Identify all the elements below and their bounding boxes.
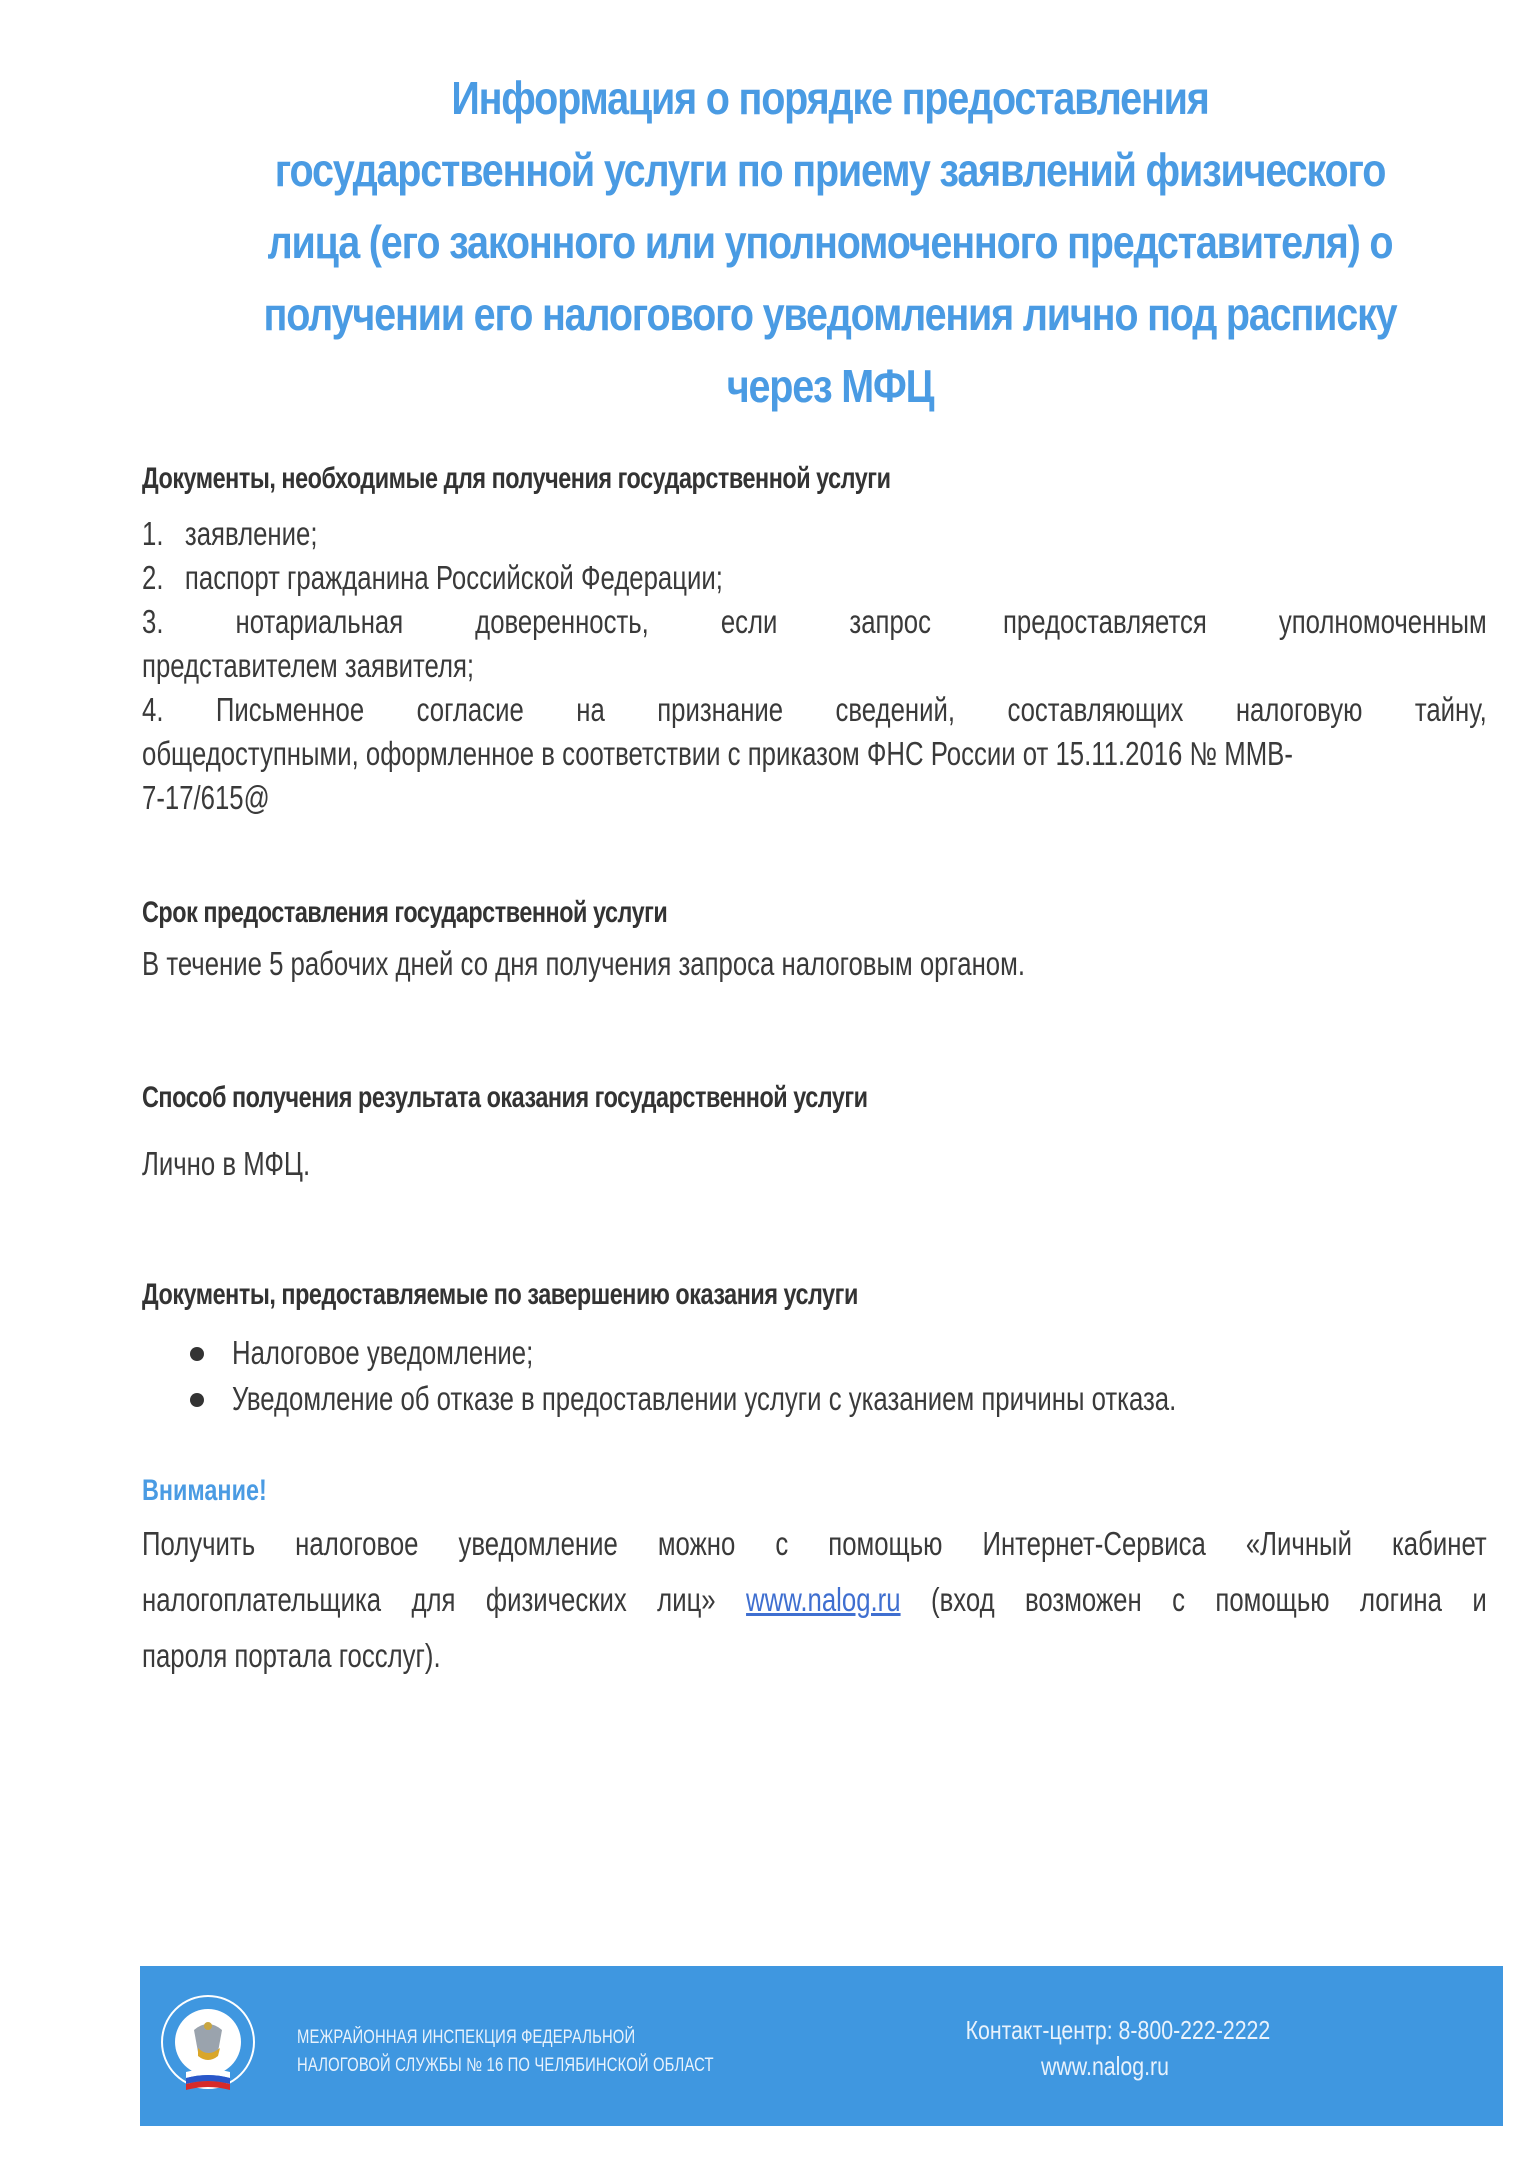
section-heading-method: Способ получения результата оказания государственной услуги [142, 1081, 868, 1114]
page-title [245, 62, 1415, 422]
term-block [142, 942, 1487, 986]
fns-emblem-icon [158, 1992, 258, 2102]
attention-text: пароля портала госслуг). [142, 1637, 441, 1674]
list-item [142, 600, 1487, 644]
list-number: 1. [142, 515, 164, 552]
list-text [142, 688, 1487, 732]
list-text: Налоговое уведомление; [232, 1334, 534, 1371]
list-item [142, 556, 1191, 600]
method-block [142, 1142, 1487, 1186]
list-item [142, 688, 1487, 732]
bullet-icon [190, 1393, 204, 1407]
list-text: паспорт гражданина Российской Федерации; [184, 559, 723, 596]
list-text [142, 600, 1487, 644]
title-line: через МФЦ [726, 360, 934, 412]
section-heading-required-docs: Документы, необходимые для получения государственной услуги [142, 462, 891, 495]
attention-text [142, 1572, 1487, 1628]
list-text-line: 7-17/615@ [142, 779, 270, 816]
title-line: Информация о порядке предоставления [451, 72, 1209, 124]
list-number: 2. [142, 559, 164, 596]
list-item [142, 512, 1191, 556]
title-line: получении его налогового уведомления лично под расписку [263, 288, 1397, 340]
term-text: В течение 5 рабочих дней со дня получения запроса налоговым органом. [142, 945, 1025, 982]
contact-center-phone: Контакт-центр: 8-800-222-2222 [965, 2015, 1271, 2045]
attention-text: Получить налоговое уведомление можно с помощью Интернет-Сервиса «Личный кабинет [142, 1525, 1487, 1562]
attention-line [142, 1572, 1487, 1628]
title-line: лица (его законного или уполномоченного представителя) о [267, 216, 1393, 268]
footer-org-line: МЕЖРАЙОННАЯ ИНСПЕКЦИЯ ФЕДЕРАЛЬНОЙ [297, 2027, 636, 2048]
section-heading-result-docs: Документы, предоставляемые по завершению оказания услуги [142, 1278, 858, 1311]
attention-heading: Внимание! [142, 1474, 267, 1507]
list-text: заявление; [184, 515, 318, 552]
list-text: Уведомление об отказе в предоставлении услуги с указанием причины отказа. [232, 1380, 1177, 1417]
footer-org-line: НАЛОГОВОЙ СЛУЖБЫ № 16 ПО ЧЕЛЯБИНСКОЙ ОБЛАСТ [297, 2055, 714, 2076]
list-number: 3. [142, 603, 164, 640]
required-docs-list [142, 512, 1487, 820]
attention-text-part: налогоплательщика для физических лиц» [142, 1581, 747, 1618]
footer-contact [935, 2012, 1275, 2084]
list-text-line: Письменное согласие на признание сведений, составляющих налоговую тайну, [215, 691, 1487, 728]
list-number: 4. [142, 691, 164, 728]
method-text: Лично в МФЦ. [142, 1145, 311, 1182]
footer-site-link[interactable]: www.nalog.ru [1041, 2051, 1169, 2081]
attention-block [142, 1516, 1487, 1684]
nalog-link[interactable]: www.nalog.ru [746, 1581, 901, 1618]
attention-line [142, 1516, 1487, 1572]
list-text-line: общедоступными, оформленное в соответствии с приказом ФНС России от 15.11.2016 № ММВ- [142, 735, 1293, 772]
list-text-line: представителем заявителя; [142, 647, 475, 684]
list-text-line: нотариальная доверенность, если запрос предоставляется уполномоченным [235, 603, 1487, 640]
attention-text-part: (вход возможен с помощью логина и [900, 1581, 1487, 1618]
footer-organization [297, 2024, 714, 2080]
footer-banner [140, 1966, 1503, 2126]
section-heading-term: Срок предоставления государственной услуги [142, 896, 668, 929]
bullet-icon [190, 1347, 204, 1361]
title-line: государственной услуги по приему заявлений физического [274, 144, 1386, 196]
